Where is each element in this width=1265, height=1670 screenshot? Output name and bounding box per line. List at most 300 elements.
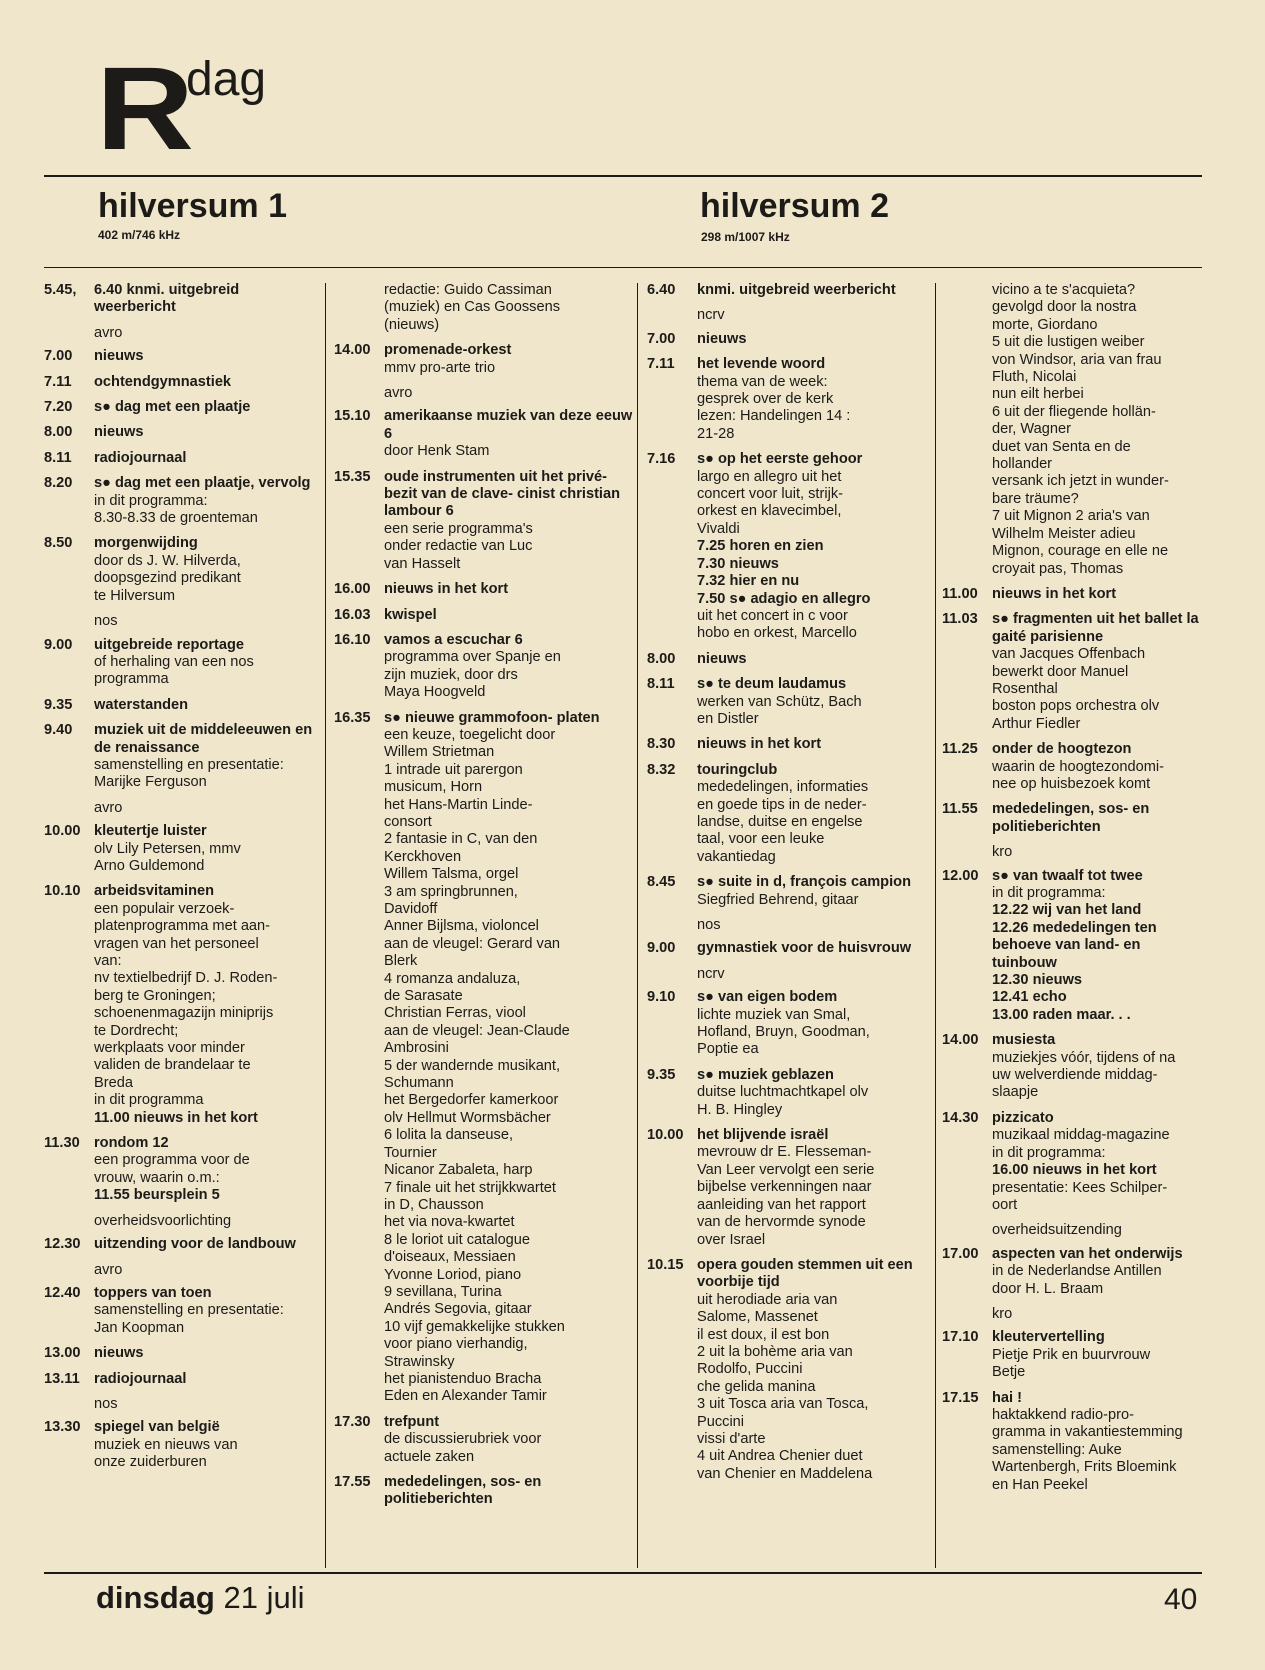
entry-title: s● van twaalf tot twee [992,867,1143,884]
entry-time: 14.00 [334,342,371,359]
entry-line: 5 uit die lustigen weiber [992,334,1145,351]
footer-date [96,1578,304,1618]
entry-time: 8.30 [647,736,676,753]
schedule-column-3 [647,282,931,1491]
schedule-entry [44,1236,320,1253]
schedule-entry [44,883,320,1127]
entry-time: 9.00 [44,636,73,653]
entry-line: presentatie: Kees Schilper- [992,1179,1168,1196]
entry-title: kwispel [384,606,437,623]
entry-time: 6.40 [647,282,676,298]
schedule-entry [942,1110,1222,1214]
entry-line: in dit programma: [94,492,208,509]
entry-line: duet van Senta en de [992,438,1131,455]
entry-line: 10 vijf gemakkelijke stukken [384,1318,565,1335]
entry-time: 12.30 [44,1236,81,1253]
entry-line: in D, Chausson [384,1196,484,1213]
entry-time: 9.35 [647,1066,676,1083]
entry-time: 8.45 [647,874,676,891]
entry-line: een keuze, toegelicht door [384,726,556,743]
entry-line: of herhaling van een nos [94,653,254,670]
entry-line: duitse luchtmachtkapel olv [697,1084,869,1101]
entry-time: 16.35 [334,709,371,726]
entry-line: uit herodiade aria van [697,1291,838,1308]
entry-line: Tournier [384,1144,437,1161]
top-rule [44,175,1202,177]
entry-line: bijbelse verkenningen naar [697,1179,872,1196]
entry-line: van de hervormde synode [697,1214,866,1231]
schedule-entry [44,1345,320,1362]
entry-line: te Dordrecht; [94,1022,179,1039]
schedule-entry [334,282,634,334]
schedule-entry [44,1419,320,1471]
entry-title: nieuws in het kort [697,736,822,753]
entry-line: Ambrosini [384,1040,449,1057]
entry-line: Davidoff [384,901,438,917]
entry-line: Eden en Alexander Tamir [384,1388,547,1405]
entry-time: 9.10 [647,989,676,1006]
entry-line: vragen van het personeel [94,935,259,952]
entry-time: 17.15 [942,1389,979,1406]
entry-line: Breda [94,1074,133,1091]
schedule-entry [942,868,1222,1025]
entry-line: van Jacques Offenbach [992,646,1146,663]
entry-title: promenade-orkest [384,342,512,359]
footer-date-text: 21 juli [223,1580,305,1615]
entry-line: Schumann [384,1075,454,1092]
entry-line: Vivaldi [697,520,740,537]
entry-line: Arthur Fiedler [992,715,1081,732]
broadcaster-label: avro [384,385,413,402]
entry-title: nieuws [697,650,747,667]
schedule-entry [647,451,931,642]
broadcaster-label: nos [94,1395,118,1412]
entry-time: 13.30 [44,1419,81,1436]
schedule-entry [647,736,931,753]
entry-line: samenstelling en presentatie: [94,756,284,773]
schedule-entry [647,1067,931,1119]
entry-line: versank ich jetzt in wunder- [992,473,1169,490]
entry-title: nieuws [94,348,144,365]
entry-time: 8.11 [44,449,72,466]
entry-line: croyait pas, Thomas [992,560,1124,577]
schedule-entry [334,342,634,377]
footer-day: dinsdag [96,1580,215,1615]
entry-line: het Bergedorfer kamerkoor [384,1092,559,1109]
entry-line: werkplaats voor minder [94,1040,245,1057]
entry-title: waterstanden [94,696,189,713]
entry-line: redactie: Guido Cassiman [384,282,552,298]
schedule-entry [942,611,1222,733]
entry-line: 5 der wandernde musikant, [384,1057,561,1074]
entry-line: (nieuws) [384,316,440,333]
entry-line: Yvonne Loriod, piano [384,1266,522,1283]
schedule-entry [942,741,1222,793]
entry-time: 17.10 [942,1329,979,1346]
schedule-entry [942,586,1222,603]
entry-time: 13.00 [44,1345,81,1362]
entry-line: von Windsor, aria van frau [992,351,1162,368]
entry-title: s● muziek geblazen [697,1066,834,1083]
entry-time: 10.00 [44,823,81,840]
entry-time: 7.00 [44,348,73,365]
entry-title: nieuws [697,330,747,347]
entry-line: che gelida manina [697,1378,816,1395]
entry-title: toppers van toen [94,1284,212,1301]
entry-line: in dit programma: [992,885,1106,901]
entry-line: Siegfried Behrend, gitaar [697,891,859,908]
entry-line: 4 uit Andrea Chenier duet [697,1448,863,1465]
entry-line: onder redactie van Luc [384,538,533,555]
entry-line: haktakkend radio-pro- [992,1406,1134,1423]
broadcaster-label: avro [94,324,123,341]
entry-title: nieuws [94,1345,144,1362]
broadcaster-label: kro [992,844,1013,861]
entry-line: Pietje Prik en buurvrouw [992,1346,1151,1363]
entry-line: van Chenier en Maddelena [697,1465,873,1482]
entry-title: trefpunt [384,1413,440,1430]
entry-line: hollander [992,456,1053,473]
entry-title: hai ! [992,1389,1022,1406]
entry-line: muziek en nieuws van [94,1436,238,1453]
entry-line: aan de vleugel: Jean-Claude [384,1022,570,1039]
entry-title: opera gouden stemmen uit een voorbije tijd [697,1256,913,1291]
entry-line: door H. L. Braam [992,1280,1104,1297]
entry-title: 6.40 knmi. uitgebreid [94,282,240,298]
entry-line: Willem Strietman [384,744,495,761]
schedule-column-2 [334,282,634,1517]
broadcaster-label: avro [94,799,123,816]
schedule-entry [44,450,320,467]
entry-line: 7 finale uit het strijkkwartet [384,1179,556,1196]
entry-title: pizzicato [992,1109,1054,1126]
station-1-freq: 402 m/746 kHz [98,228,181,242]
entry-line: lezen: Handelingen 14 : [697,408,851,425]
entry-time: 14.00 [942,1032,979,1049]
entry-line: nv textielbedrijf D. J. Roden- [94,970,278,987]
entry-subitem: behoeve van land- en [992,937,1141,954]
schedule-entry [334,408,634,460]
schedule-entry [44,374,320,391]
schedule-column-1 [44,282,320,1480]
entry-title: oude instrumenten uit het privé-bezit van de clave- cinist christian lambour 6 [384,468,621,520]
entry-line: Rodolfo, Puccini [697,1361,803,1378]
schedule-entry [334,581,634,598]
entry-time: 17.55 [334,1474,371,1490]
entry-title: s● suite in d, françois campion [697,874,911,891]
entry-title: ochtendgymnastiek [94,373,232,390]
entry-time: 14.30 [942,1109,979,1126]
entry-line: programma [94,671,169,688]
entry-line: musicum, Horn [384,779,483,796]
entry-line: vicino a te s'acquieta? [992,282,1136,298]
entry-time: 10.00 [647,1127,684,1144]
entry-line: 21-28 [697,425,735,442]
entry-title: weerbericht [94,299,176,316]
entry-line: werken van Schütz, Bach [697,693,862,710]
entry-line: Anner Bijlsma, violoncel [384,918,539,935]
entry-line: mevrouw dr E. Flesseman- [697,1144,872,1161]
schedule-entry [44,475,320,527]
entry-line: samenstelling en presentatie: [94,1302,284,1319]
entry-time: 15.35 [334,468,371,485]
schedule-entry [44,348,320,365]
entry-time: 10.15 [647,1256,684,1273]
entry-line: Puccini [697,1413,745,1430]
entry-line: Marijke Ferguson [94,774,207,791]
entry-subitem: 7.32 hier en nu [697,573,800,590]
page-number: 40 [1164,1583,1198,1616]
entry-line: Fluth, Nicolai [992,369,1077,386]
entry-time: 7.11 [44,373,72,390]
entry-line: 8.30-8.33 de groenteman [94,510,258,527]
entry-time: 7.16 [647,451,676,468]
entry-line: zijn muziek, door drs [384,666,518,683]
entry-line: doopsgezind predikant [94,570,241,587]
entry-title: mededelingen, sos- en politieberichten [992,801,1150,835]
broadcaster-label: ncrv [697,965,725,982]
schedule-entry [942,1329,1222,1381]
entry-line: Van Leer vervolgt een serie [697,1161,875,1178]
entry-line: Nicanor Zabaleta, harp [384,1162,533,1179]
entry-line: Poptie ea [697,1041,759,1058]
entry-line: der, Wagner [992,421,1071,438]
schedule-entry [334,1474,634,1509]
schedule-entry [334,710,634,1406]
entry-title: morgenwijding [94,535,198,552]
schedule-entry [44,697,320,714]
entry-title: aspecten van het onderwijs [992,1245,1183,1262]
schedule-entry [942,801,1222,836]
entry-line: programma over Spanje en [384,649,561,666]
schedule-entry [44,637,320,689]
column-divider [637,283,638,1568]
schedule-entry [334,607,634,624]
entry-line: orkest en klavecimbel, [697,503,842,520]
entry-title: vamos a escuchar 6 [384,631,523,648]
entry-line: 7 uit Mignon 2 aria's van [992,508,1150,525]
entry-line: Arno Guldemond [94,857,205,874]
entry-title: arbeidsvitaminen [94,883,215,900]
schedule-entry [647,1257,931,1483]
schedule-entry [334,632,634,702]
entry-line: berg te Groningen; [94,987,216,1004]
entry-line: 2 fantasie in C, van den [384,831,538,848]
entry-line: over Israel [697,1231,766,1248]
entry-title: s● fragmenten uit het ballet la gaité parisienne [992,611,1199,645]
entry-line: actuele zaken [384,1448,475,1465]
entry-line: mmv pro-arte trio [384,359,496,376]
entry-line: lichte muziek van Smal, [697,1006,851,1023]
entry-time: 5.45, [44,282,77,298]
entry-line: gevolgd door la nostra [992,299,1137,316]
entry-time: 13.11 [44,1370,80,1387]
entry-time: 9.00 [647,940,676,957]
entry-line: Maya Hoogveld [384,684,486,701]
entry-time: 10.10 [44,883,81,900]
entry-title: muziek uit de middeleeuwen en de renaissance [94,722,313,756]
entry-subitem: 7.30 nieuws [697,555,779,572]
entry-title: nieuws [94,424,144,441]
entry-line: aan de vleugel: Gerard van [384,935,561,952]
schedule-entry [647,651,931,668]
entry-title: s● dag met een plaatje [94,399,251,416]
entry-title: kleutertje luister [94,823,207,840]
schedule-entry [647,1127,931,1249]
entry-title: kleutervertelling [992,1329,1105,1346]
entry-line: uit het concert in c voor [697,607,848,624]
schedule-entry [44,823,320,875]
entry-line: concert voor luit, strijk- [697,486,843,503]
entry-line: H. B. Hingley [697,1101,783,1118]
schedule-entry [44,535,320,605]
entry-line: (muziek) en Cas Goossens [384,299,561,316]
entry-time: 8.00 [44,424,73,441]
entry-time: 12.00 [942,867,979,884]
entry-subitem: 13.00 raden maar. . . [992,1006,1131,1023]
entry-title: knmi. uitgebreid weerbericht [697,282,896,298]
entry-time: 11.03 [942,611,978,628]
entry-time: 12.40 [44,1284,81,1301]
entry-line: Betje [992,1364,1026,1381]
entry-line: gramma in vakantiestemming [992,1424,1183,1441]
broadcaster-label: nos [697,917,721,933]
entry-time: 16.10 [334,631,371,648]
entry-line: muzikaal middag-magazine [992,1127,1170,1144]
entry-line: van Hasselt [384,555,461,572]
entry-line: Strawinsky [384,1353,455,1370]
station-1-name: hilversum 1 [98,187,287,225]
entry-time: 8.20 [44,475,73,492]
entry-title: nieuws in het kort [992,585,1117,602]
entry-title: radiojournaal [94,449,187,466]
entry-line: 3 am springbrunnen, [384,883,518,900]
entry-line: muziekjes vóór, tijdens of na [992,1049,1176,1066]
entry-line: consort [384,813,432,830]
entry-line: samenstelling: Auke [992,1441,1122,1458]
entry-line: het pianistenduo Bracha [384,1370,542,1387]
entry-title: musiesta [992,1032,1056,1049]
entry-line: de discussierubriek voor [384,1431,542,1448]
entry-line: 9 sevillana, Turina [384,1283,502,1300]
entry-title: s● te deum laudamus [697,676,847,693]
entry-title: amerikaanse muziek van deze eeuw 6 [384,408,633,442]
entry-line: oort [992,1196,1018,1213]
entry-line: en Distler [697,710,759,727]
schedule-entry [44,424,320,441]
entry-subitem: 12.41 echo [992,989,1067,1006]
schedule-entry [942,282,1222,578]
entry-line: nee op huisbezoek komt [992,775,1151,792]
entry-line: Wilhelm Meister adieu [992,525,1136,542]
schedule-entry [334,1414,634,1466]
entry-line: bare träume? [992,490,1079,507]
schedule-entry [44,1371,320,1388]
entry-line: Blerk [384,953,418,970]
schedule-entry [334,469,634,573]
entry-line: Hofland, Bruyn, Goodman, [697,1024,870,1041]
entry-line: Wartenbergh, Frits Bloemink [992,1459,1177,1476]
entry-subitem: 12.30 nieuws [992,972,1083,989]
schedule-entry [647,762,931,866]
entry-line: 6 lolita la danseuse, [384,1127,513,1144]
entry-time: 16.03 [334,606,371,623]
broadcaster-label: avro [94,1261,123,1278]
entry-line: Christian Ferras, viool [384,1005,526,1022]
entry-title: onder de hoogtezon [992,741,1132,758]
entry-line: in dit programma: [992,1144,1106,1161]
entry-line: het Hans-Martin Linde- [384,796,533,813]
entry-line: validen de brandelaar te [94,1057,251,1074]
entry-line: Salome, Massenet [697,1309,818,1326]
entry-line: Kerckhoven [384,848,462,865]
schedule-entry [44,1135,320,1205]
schedule-entry [44,282,320,317]
entry-line: Jan Koopman [94,1319,185,1336]
schedule-column-4 [942,282,1222,1502]
entry-line: hobo en orkest, Marcello [697,625,857,642]
entry-line: olv Lily Petersen, mmv [94,840,241,857]
entry-line: door ds J. W. Hilverda, [94,552,241,569]
broadcaster-label: overheidsvoorlichting [94,1212,232,1229]
column-divider [935,283,936,1568]
entry-title: nieuws in het kort [384,581,509,598]
entry-time: 9.40 [44,722,73,739]
entry-time: 17.30 [334,1413,371,1430]
entry-line: aanleiding van het rapport [697,1196,866,1213]
entry-title: uitzending voor de landbouw [94,1236,296,1253]
broadcaster-label: kro [992,1305,1013,1322]
entry-time: 9.35 [44,696,73,713]
entry-line: taal, voor een leuke [697,831,825,848]
entry-time: 7.11 [647,356,675,373]
entry-line: 8 le loriot uit catalogue [384,1231,531,1248]
entry-line: slaapje [992,1084,1039,1101]
station-2-freq: 298 m/1007 kHz [701,230,790,244]
entry-subitem: 12.22 wij van het land [992,902,1142,919]
schedule-entry [44,399,320,416]
entry-title: uitgebreide reportage [94,636,245,653]
entry-line: Andrés Segovia, gitaar [384,1301,532,1318]
bottom-rule [44,1572,1202,1574]
schedule-entry [942,1390,1222,1494]
entry-line: d'oiseaux, Messiaen [384,1249,516,1266]
entry-line: gesprek over de kerk [697,391,834,408]
schedule-entry [647,989,931,1059]
entry-line: nun eilt herbei [992,386,1084,403]
entry-line: een populair verzoek- [94,900,235,917]
entry-line: in dit programma [94,1092,204,1109]
entry-time: 11.55 [942,801,978,818]
entry-subitem: 11.00 nieuws in het kort [94,1109,258,1126]
entry-time: 7.00 [647,330,676,347]
header-rule [44,267,1202,268]
entry-time: 8.00 [647,650,676,667]
entry-line: bewerkt door Manuel [992,663,1129,680]
schedule-entry [942,1032,1222,1102]
entry-line: onze zuiderburen [94,1454,207,1471]
column-divider [325,283,326,1568]
entry-line: 4 romanza andaluza, [384,970,521,987]
entry-time: 8.11 [647,676,675,693]
entry-line: van: [94,953,122,969]
entry-title: het levende woord [697,356,826,373]
entry-line: en Han Peekel [992,1476,1088,1493]
entry-subitem: 7.50 s● adagio en allegro [697,590,871,607]
entry-title: gymnastiek voor de huisvrouw [697,940,912,957]
entry-line: het via nova-kwartet [384,1214,515,1231]
entry-line: il est doux, il est bon [697,1326,830,1343]
